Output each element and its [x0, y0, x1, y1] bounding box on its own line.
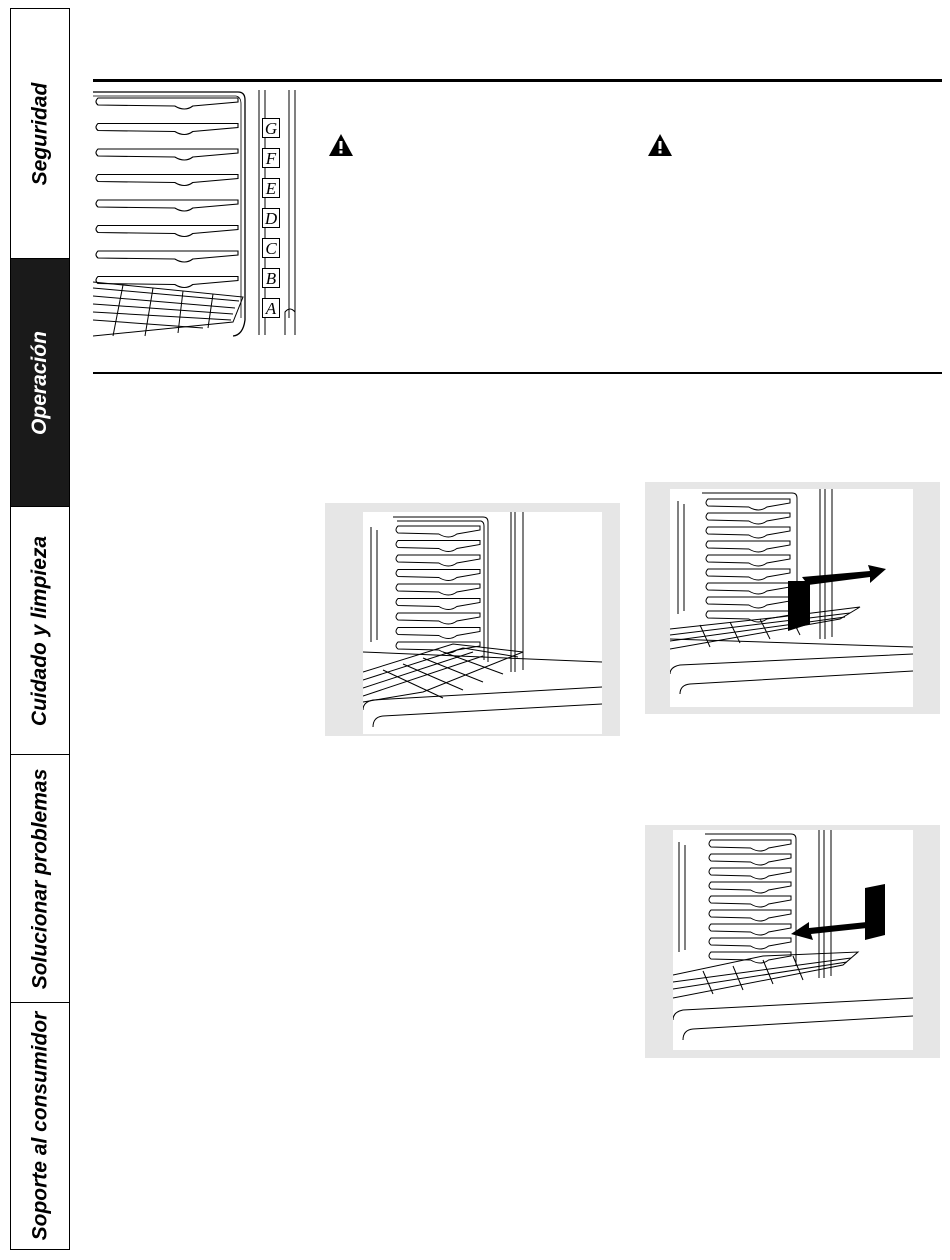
- warning-triangle-icon: [647, 133, 673, 157]
- tab-label: Seguridad: [28, 82, 51, 185]
- rack-position-f: F: [262, 148, 280, 168]
- tab-seguridad[interactable]: [11, 9, 69, 259]
- rack-position-d: D: [262, 208, 280, 228]
- tab-soporte-al-consumidor[interactable]: [11, 1003, 69, 1249]
- rack-position-g: G: [262, 118, 280, 138]
- tab-label: Solucionar problemas: [28, 768, 51, 989]
- section-tabs: [10, 8, 70, 1250]
- section-rule: [93, 372, 942, 374]
- tab-label: Operación: [28, 330, 51, 435]
- rack-position-a: A: [262, 298, 280, 318]
- tab-solucionar-problemas[interactable]: [11, 755, 69, 1003]
- rack-position-b: B: [262, 268, 280, 288]
- rack-positions-diagram: [93, 90, 303, 340]
- figure-rack-insertion: [645, 825, 940, 1058]
- tab-cuidado-y-limpieza[interactable]: [11, 507, 69, 755]
- rack-position-c: C: [262, 238, 280, 258]
- rack-position-e: E: [262, 178, 280, 198]
- top-rule: [93, 79, 942, 82]
- warning-triangle-icon: [328, 133, 354, 157]
- figure-rack-removal: [645, 482, 940, 714]
- tab-label: Cuidado y limpieza: [28, 535, 52, 726]
- tab-operacion[interactable]: [11, 259, 69, 507]
- figure-rack-installed: [325, 503, 620, 736]
- tab-label: Soporte al consumidor: [28, 1011, 52, 1241]
